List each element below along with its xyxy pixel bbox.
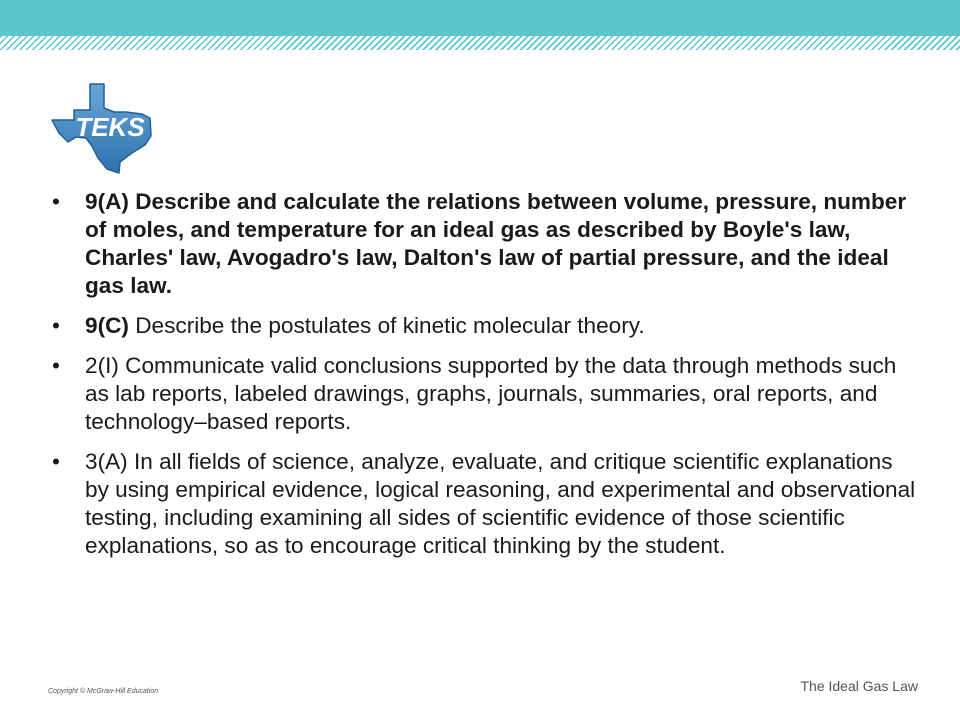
standards-list <box>48 188 918 572</box>
texas-map-icon <box>50 82 154 174</box>
bullet-text: 2(I) Communicate valid conclusions supported by the data through methods such as lab reports, labeled drawings, graphs, journals, summaries, oral reports, and technology–based reports. <box>85 353 897 434</box>
bullet-text: 3(A) In all fields of science, analyze, evaluate, and critique scientific explanations by using empirical evidence, logical reasoning, and experimental and observational testing, including examining all sides of scientific evidence of those scientific explanations, so as to encourage critical thinking by the student. <box>85 449 916 558</box>
bullet-text: Describe the postulates of kinetic molecular theory. <box>128 313 645 338</box>
bullet-bold-text: 9(A) Describe and calculate the relations between volume, pressure, number of moles, and temperature for an ideal gas as described by Boyle's law, Charles' law, Avogadro's law, Dalton's law of partial pressure, and the ideal gas law. <box>85 189 907 298</box>
header-band <box>0 0 960 36</box>
teks-logo <box>50 82 154 174</box>
bullet-item <box>48 352 918 436</box>
bullet-bold-text: 9(C) <box>85 313 129 338</box>
logo-text: TEKS <box>75 112 145 142</box>
slide-footer-title: The Ideal Gas Law <box>800 678 918 694</box>
bullet-item <box>48 312 918 340</box>
bullet-item <box>48 448 918 560</box>
header-hatch-stripe <box>0 36 960 50</box>
bullet-item <box>48 188 918 300</box>
copyright-notice: Copyright © McGraw-Hill Education <box>48 688 159 695</box>
